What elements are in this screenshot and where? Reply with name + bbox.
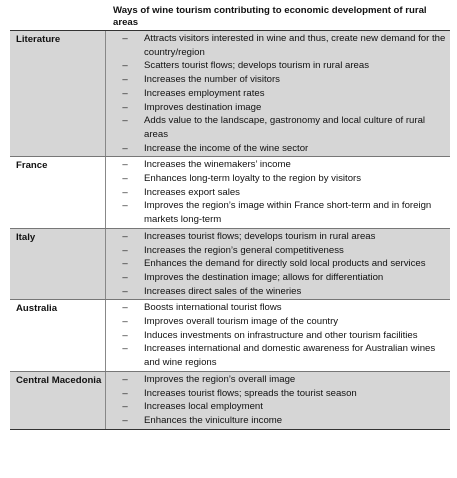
bullet-dash: – <box>122 87 128 99</box>
list-item <box>106 199 446 226</box>
item-text: Boosts international tourist flows <box>144 302 282 314</box>
item-text: Increases tourist flows; develops tourism in rural areas <box>144 230 376 242</box>
country-label: Australia <box>10 300 106 371</box>
item-text: Improves the region’s image within France short-term and in foreign markets long-term <box>144 200 432 226</box>
list-item <box>106 172 446 186</box>
bullet-dash: – <box>122 343 128 355</box>
bullet-dash: – <box>122 60 128 72</box>
item-text: Enhances the demand for directly sold local products and services <box>144 258 426 270</box>
bullet-dash: – <box>122 186 128 198</box>
table-body <box>10 31 450 430</box>
item-text: Improves the destination image; allows for differentiation <box>144 271 384 283</box>
list-item <box>106 32 446 59</box>
list-item <box>106 186 446 200</box>
bullet-dash: – <box>122 33 128 44</box>
item-text: Improves the region’s overall image <box>144 373 296 385</box>
list-item <box>106 59 446 73</box>
list-item <box>106 301 446 315</box>
list-item <box>106 329 446 343</box>
table-header <box>10 3 450 31</box>
list-item <box>106 285 446 299</box>
bullet-dash: – <box>122 373 128 385</box>
wine-tourism-table <box>10 3 450 430</box>
list-item <box>106 230 446 244</box>
country-label: Italy <box>10 229 106 300</box>
list-item <box>106 142 446 156</box>
item-text: Induces investments on infrastructure and other tourism facilities <box>144 329 418 341</box>
item-text: Increases tourist flows; spreads the tourist season <box>144 387 357 399</box>
bullet-dash: – <box>122 230 128 242</box>
bullet-dash: – <box>122 115 128 127</box>
item-text: Adds value to the landscape, gastronomy and local culture of rural areas <box>144 115 426 140</box>
item-text: Increases the winemakers’ income <box>144 159 291 171</box>
bullet-dash: – <box>122 142 128 154</box>
item-text: Increase the income of the wine sector <box>144 142 309 154</box>
table-row <box>10 229 450 301</box>
list-item <box>106 373 446 387</box>
bullet-dash: – <box>122 173 128 185</box>
item-list <box>106 300 450 371</box>
list-item <box>106 101 446 115</box>
bullet-dash: – <box>122 316 128 328</box>
list-item <box>106 114 446 141</box>
item-text: Attracts visitors interested in wine and thus, create new demand for the country/region <box>144 33 446 58</box>
item-list <box>106 372 450 429</box>
item-text: Improves destination image <box>144 101 262 113</box>
header-title: Ways of wine tourism contributing to economic development of rural areas <box>113 5 427 28</box>
bullet-dash: – <box>122 302 128 314</box>
list-item <box>106 315 446 329</box>
country-label: Literature <box>10 31 106 156</box>
item-text: Increases direct sales of the wineries <box>144 285 302 297</box>
bullet-dash: – <box>122 285 128 297</box>
list-item <box>106 73 446 87</box>
bullet-dash: – <box>122 271 128 283</box>
list-item <box>106 414 446 428</box>
item-list <box>106 157 450 228</box>
item-text: Increases the number of visitors <box>144 74 280 86</box>
item-text: Enhances long-term loyalty to the region by visitors <box>144 173 362 185</box>
item-text: Increases local employment <box>144 401 263 413</box>
country-label: Central Macedonia <box>10 372 106 429</box>
table-row <box>10 372 450 430</box>
bullet-dash: – <box>122 414 128 426</box>
bullet-dash: – <box>122 244 128 256</box>
list-item <box>106 257 446 271</box>
list-item <box>106 271 446 285</box>
header-empty-cell <box>10 3 105 30</box>
item-list <box>106 229 450 300</box>
bullet-dash: – <box>122 258 128 270</box>
item-text: Enhances the viniculture income <box>144 414 283 426</box>
bullet-dash: – <box>122 401 128 413</box>
item-text: Increases employment rates <box>144 87 265 99</box>
bullet-dash: – <box>122 101 128 113</box>
bullet-dash: – <box>122 74 128 86</box>
country-label: France <box>10 157 106 228</box>
table-row <box>10 300 450 372</box>
list-item <box>106 244 446 258</box>
item-text: Increases the region’s general competitiveness <box>144 244 344 256</box>
list-item <box>106 87 446 101</box>
item-list <box>106 31 450 156</box>
bullet-dash: – <box>122 387 128 399</box>
item-text: Scatters tourist flows; develops tourism in rural areas <box>144 60 370 72</box>
list-item <box>106 158 446 172</box>
list-item <box>106 342 446 369</box>
bullet-dash: – <box>122 329 128 341</box>
item-text: Improves overall tourism image of the country <box>144 316 339 328</box>
table-row <box>10 31 450 157</box>
list-item <box>106 387 446 401</box>
bullet-dash: – <box>122 159 128 171</box>
bullet-dash: – <box>122 200 128 212</box>
item-text: Increases export sales <box>144 186 240 198</box>
list-item <box>106 400 446 414</box>
item-text: Increases international and domestic awareness for Australian wines and wine regions <box>144 343 436 369</box>
table-row <box>10 157 450 229</box>
